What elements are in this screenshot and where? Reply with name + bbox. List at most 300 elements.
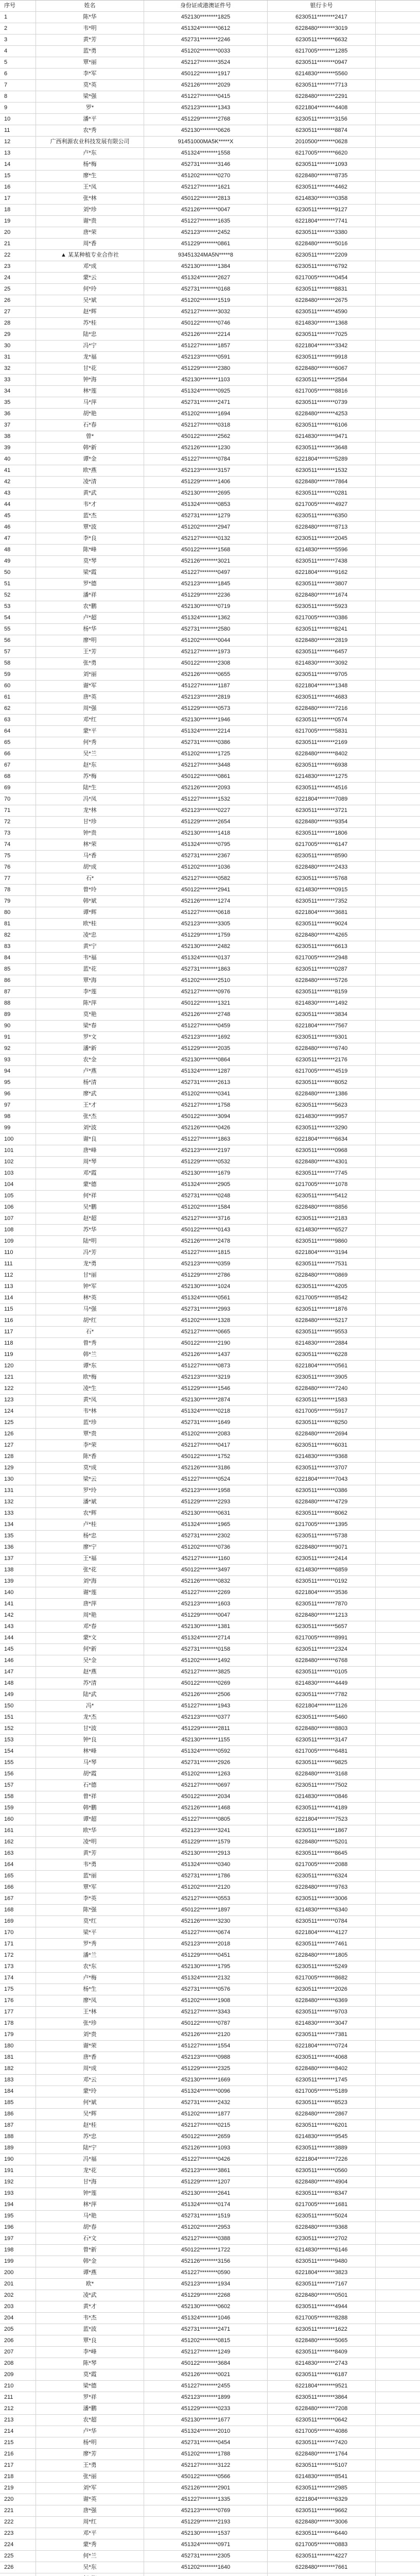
cell-name: 农*超 — [36, 2415, 144, 2426]
cell-bank-card: 6228480********2694 — [268, 1429, 376, 1439]
cell-id-number: 452130********0631 — [144, 1508, 268, 1519]
cell-bank-card: 6228480********3168 — [268, 1769, 376, 1780]
cell-index: 165 — [0, 1871, 36, 1882]
cell-empty — [376, 2075, 420, 2086]
cell-id-number: 452123********2819 — [144, 692, 268, 703]
cell-bank-card: 6217005********0386 — [268, 613, 376, 623]
cell-index: 210 — [0, 2381, 36, 2392]
cell-name: 蓝*波 — [36, 2324, 144, 2335]
cell-name: 唐*荣 — [36, 227, 144, 238]
cell-index: 211 — [0, 2392, 36, 2403]
cell-id-number: 452127********3122 — [144, 2460, 268, 2471]
cell-name: 周*香 — [36, 239, 144, 249]
cell-index: 111 — [0, 1259, 36, 1269]
cell-id-number: 452126********3230 — [144, 1916, 268, 1927]
cell-empty — [376, 1701, 420, 1711]
cell-bank-card: 6217005********1395 — [268, 1519, 376, 1530]
cell-index: 116 — [0, 1315, 36, 1326]
cell-id-number: 451202********0270 — [144, 171, 268, 181]
cell-id-number: 451229********2268 — [144, 2290, 268, 2301]
cell-index: 86 — [0, 975, 36, 986]
cell-name: 陆*宁 — [36, 2143, 144, 2154]
cell-bank-card: 6230511********8409 — [268, 2347, 376, 2358]
cell-empty — [376, 1179, 420, 1190]
table-row — [0, 193, 420, 205]
cell-id-number: 452731********1863 — [144, 964, 268, 975]
cell-empty — [376, 873, 420, 884]
cell-name: 张*花 — [36, 1565, 144, 1575]
cell-name: 卢*燕 — [36, 1066, 144, 1077]
cell-name: 蒙*云 — [36, 273, 144, 283]
cell-empty — [376, 1735, 420, 1745]
cell-id-number: 452130********2695 — [144, 488, 268, 499]
cell-name: 黄*武 — [36, 488, 144, 499]
cell-name: 莫*艳 — [36, 1009, 144, 1020]
cell-bank-card: 6230511********9860 — [268, 1236, 376, 1247]
cell-index: 89 — [0, 1009, 36, 1020]
table-row — [0, 2415, 420, 2426]
cell-name: 何*新 — [36, 1644, 144, 1655]
cell-empty — [376, 57, 420, 68]
cell-index: 10 — [0, 114, 36, 125]
cell-name: 王*林 — [36, 2007, 144, 2018]
table-row — [0, 80, 420, 91]
cell-index: 63 — [0, 715, 36, 725]
cell-empty — [376, 794, 420, 805]
cell-empty — [376, 1383, 420, 1394]
cell-index: 190 — [0, 2154, 36, 2165]
table-row — [0, 2494, 420, 2505]
table-row — [0, 1621, 420, 1633]
cell-index: 25 — [0, 284, 36, 295]
cell-empty — [376, 2165, 420, 2176]
cell-empty — [376, 137, 420, 147]
cell-name: 李*峰 — [36, 2347, 144, 2358]
cell-bank-card: 6230511********8062 — [268, 1508, 376, 1519]
cell-name: 蒙*德 — [36, 1179, 144, 1190]
cell-id-number: 450122********1752 — [144, 1451, 268, 1462]
cell-id-number: 452127********1973 — [144, 647, 268, 657]
cell-bank-card: 6221804********5289 — [268, 454, 376, 465]
cell-bank-card: 6230511********9553 — [268, 1327, 376, 1337]
cell-index: 207 — [0, 2347, 36, 2358]
cell-id-number: 451202********1492 — [144, 1655, 268, 1666]
cell-empty — [376, 998, 420, 1009]
cell-index: 34 — [0, 386, 36, 397]
cell-name: 胡*成 — [36, 862, 144, 873]
table-row — [0, 2063, 420, 2075]
cell-bank-card: 6217005********4519 — [268, 1066, 376, 1077]
cell-id-number: 452731********2432 — [144, 2097, 268, 2108]
cell-id-number: 452123********1692 — [144, 1032, 268, 1043]
cell-bank-card: 6230511********8250 — [268, 1417, 376, 1428]
cell-name: 吴*兰 — [36, 749, 144, 759]
cell-name: 欧*梅 — [36, 1372, 144, 1383]
cell-bank-card: 6230511********9825 — [268, 1757, 376, 1768]
cell-id-number: 450122********3684 — [144, 2358, 268, 2369]
cell-empty — [376, 2177, 420, 2188]
cell-id-number: 451229********2654 — [144, 817, 268, 827]
cell-index: 77 — [0, 873, 36, 884]
cell-index: 120 — [0, 1361, 36, 1371]
cell-name: 罗*玲 — [36, 1485, 144, 1496]
cell-name: 覃*丽 — [36, 57, 144, 68]
cell-id-number: 451324********0925 — [144, 386, 268, 397]
cell-name: 苏*梅 — [36, 771, 144, 782]
cell-name: 曾* — [36, 431, 144, 442]
cell-id-number: 451229********2236 — [144, 590, 268, 601]
cell-index: 208 — [0, 2358, 36, 2369]
cell-empty — [376, 2029, 420, 2040]
table-row — [0, 1939, 420, 1950]
cell-index: 163 — [0, 1848, 36, 1859]
cell-empty — [376, 1440, 420, 1451]
cell-name: 唐*英 — [36, 692, 144, 703]
cell-index: 181 — [0, 2052, 36, 2063]
cell-index: 62 — [0, 703, 36, 714]
table-row — [0, 318, 420, 329]
cell-id-number: 452731********2926 — [144, 1757, 268, 1768]
cell-name: 农*金 — [36, 1055, 144, 1065]
cell-id-number: 451227********1532 — [144, 794, 268, 805]
table-row — [0, 1701, 420, 1712]
table-row — [0, 715, 420, 726]
cell-empty — [376, 227, 420, 238]
cell-id-number: 452731********3146 — [144, 159, 268, 170]
cell-bank-card: 6230511********5249 — [268, 1961, 376, 1972]
table-row — [0, 1451, 420, 1463]
cell-index: 11 — [0, 125, 36, 136]
cell-name: 陈*华 — [36, 12, 144, 23]
cell-id-number: 452731********2305 — [144, 2551, 268, 2562]
cell-id-number: 451324********0561 — [144, 1293, 268, 1303]
cell-bank-card: 6228480********3006 — [268, 2517, 376, 2528]
cell-index: 91 — [0, 1032, 36, 1043]
cell-bank-card: 6230511********2183 — [268, 1213, 376, 1224]
cell-name: 杨*忠 — [36, 1531, 144, 1541]
cell-name — [36, 2573, 144, 2576]
cell-id-number: 451227********2455 — [144, 2381, 268, 2392]
cell-bank-card: 6228480********7216 — [268, 703, 376, 714]
table-row — [0, 1463, 420, 1474]
cell-bank-card: 6217005********1681 — [268, 2199, 376, 2210]
cell-index: 135 — [0, 1531, 36, 1541]
cell-name: 刘*海 — [36, 1576, 144, 1587]
cell-id-number: 452123********1343 — [144, 103, 268, 113]
cell-name: 陆*生 — [36, 783, 144, 793]
cell-id-number: 451324********0137 — [144, 953, 268, 963]
cell-index: 142 — [0, 1610, 36, 1621]
cell-index: 82 — [0, 930, 36, 941]
table-row — [0, 1633, 420, 1644]
cell-bank-card: 6214830********3092 — [268, 658, 376, 669]
cell-index: 105 — [0, 1191, 36, 1201]
cell-empty — [376, 2290, 420, 2301]
cell-bank-card: 6230511********5768 — [268, 873, 376, 884]
table-row — [0, 114, 420, 125]
cell-bank-card: 6221804********4408 — [268, 103, 376, 113]
cell-bank-card: 6230511********7531 — [268, 1259, 376, 1269]
cell-id-number: 450122********1722 — [144, 2245, 268, 2256]
cell-index: 139 — [0, 1576, 36, 1587]
cell-empty — [376, 2573, 420, 2576]
cell-id-number: 451324********0612 — [144, 23, 268, 34]
table-row — [0, 1213, 420, 1225]
table-row — [0, 1440, 420, 1451]
cell-bank-card: 6230511********6228 — [268, 1349, 376, 1360]
cell-index: 125 — [0, 1417, 36, 1428]
cell-index: 100 — [0, 1134, 36, 1145]
cell-bank-card: 6228480********8735 — [268, 171, 376, 181]
cell-id-number — [144, 2573, 268, 2576]
cell-index: 46 — [0, 522, 36, 533]
cell-bank-card: 6230511********0560 — [268, 2165, 376, 2176]
cell-id-number: 450122********0746 — [144, 318, 268, 329]
cell-empty — [376, 1553, 420, 1564]
cell-empty — [376, 1995, 420, 2006]
cell-id-number: 451202********0033 — [144, 46, 268, 57]
cell-id-number: 452123********0591 — [144, 352, 268, 363]
cell-bank-card: 6214830********9957 — [268, 1111, 376, 1122]
cell-name: 凌*明 — [36, 1837, 144, 1848]
cell-id-number: 452126********1093 — [144, 2143, 268, 2154]
cell-empty — [376, 975, 420, 986]
cell-bank-card: 6230511********6792 — [268, 261, 376, 272]
cell-empty — [376, 1984, 420, 1995]
cell-id-number: 452127********0215 — [144, 2120, 268, 2131]
cell-index: 98 — [0, 1111, 36, 1122]
table-row — [0, 2154, 420, 2165]
cell-id-number: 451202********1877 — [144, 2109, 268, 2120]
cell-name: 廖*凤 — [36, 1995, 144, 2006]
table-row — [0, 2131, 420, 2143]
cell-index: 178 — [0, 2018, 36, 2029]
table-row — [0, 69, 420, 80]
cell-name: 马*萍 — [36, 397, 144, 408]
table-row — [0, 1916, 420, 1927]
table-row — [0, 1757, 420, 1769]
cell-index: 42 — [0, 477, 36, 487]
cell-empty — [376, 2562, 420, 2573]
cell-id-number: 450122********0566 — [144, 2471, 268, 2482]
cell-empty — [376, 2392, 420, 2403]
cell-id-number: 452127********0976 — [144, 987, 268, 997]
cell-index: 76 — [0, 862, 36, 873]
cell-id-number: 451229********1759 — [144, 930, 268, 941]
cell-index: 48 — [0, 545, 36, 555]
cell-bank-card: 6221804********0724 — [268, 2041, 376, 2052]
cell-name: 赵*超 — [36, 1213, 144, 1224]
cell-id-number: 450122********2941 — [144, 885, 268, 895]
cell-empty — [376, 1723, 420, 1734]
cell-bank-card: 6230511********0947 — [268, 57, 376, 68]
cell-id-number: 452731********2367 — [144, 851, 268, 861]
cell-name: 冯* — [36, 1701, 144, 1711]
cell-bank-card: 6230511********3156 — [268, 114, 376, 125]
cell-bank-card: 6230511********6938 — [268, 760, 376, 771]
cell-index: 132 — [0, 1497, 36, 1507]
cell-bank-card: 6230511********2169 — [268, 737, 376, 748]
cell-id-number: 451202********1908 — [144, 1995, 268, 2006]
table-row — [0, 1395, 420, 1406]
cell-empty — [376, 635, 420, 646]
cell-index: 156 — [0, 1769, 36, 1780]
cell-id-number: 452126********0655 — [144, 669, 268, 680]
cell-id-number: 451324********2714 — [144, 1633, 268, 1643]
cell-bank-card: 6230511********4462 — [268, 182, 376, 193]
cell-index: 175 — [0, 1984, 36, 1995]
cell-name: 周*红 — [36, 2517, 144, 2528]
cell-name: 胡*艳 — [36, 409, 144, 419]
cell-empty — [376, 499, 420, 510]
cell-index: 71 — [0, 805, 36, 816]
table-row — [0, 2573, 420, 2576]
table-row — [0, 1814, 420, 1825]
header-bank-card: 银行卡号 — [268, 1, 376, 11]
cell-index: 26 — [0, 295, 36, 306]
cell-name: 欧*华 — [36, 1825, 144, 1836]
cell-bank-card: 6230511********5657 — [268, 1621, 376, 1632]
cell-bank-card: 6230511********0281 — [268, 488, 376, 499]
cell-index: 61 — [0, 692, 36, 703]
table-row — [0, 273, 420, 284]
cell-name: 吴*东 — [36, 2562, 144, 2573]
cell-index: 146 — [0, 1655, 36, 1666]
cell-name: 蒙*玲 — [36, 2086, 144, 2097]
cell-id-number: 452127********0665 — [144, 1327, 268, 1337]
cell-name: 王*芳 — [36, 647, 144, 657]
cell-id-number: 452126********1230 — [144, 443, 268, 453]
table-row — [0, 1236, 420, 1247]
cell-id-number: 452127********0132 — [144, 533, 268, 544]
cell-bank-card: 6214830********0358 — [268, 193, 376, 204]
cell-empty — [376, 2528, 420, 2539]
table-row — [0, 307, 420, 318]
cell-bank-card: 6230511********7461 — [268, 1939, 376, 1950]
cell-empty — [376, 1803, 420, 1814]
cell-bank-card: 6230511********4068 — [268, 2052, 376, 2063]
cell-bank-card: 6230511********3648 — [268, 443, 376, 453]
cell-index: 108 — [0, 1225, 36, 1235]
cell-index: 221 — [0, 2505, 36, 2516]
cell-index: 58 — [0, 658, 36, 669]
cell-index: 148 — [0, 1678, 36, 1689]
cell-bank-card: 6228480********4729 — [268, 1497, 376, 1507]
cell-empty — [376, 1463, 420, 1473]
cell-index: 149 — [0, 1689, 36, 1700]
cell-index: 114 — [0, 1293, 36, 1303]
cell-bank-card: 6230511********3380 — [268, 227, 376, 238]
cell-id-number: 450122********1568 — [144, 545, 268, 555]
cell-bank-card: 6217005********8991 — [268, 1633, 376, 1643]
table-row — [0, 499, 420, 511]
cell-index: 113 — [0, 1281, 36, 1292]
cell-name: 韦*林 — [36, 1406, 144, 1417]
cell-index: 174 — [0, 1973, 36, 1984]
cell-id-number: 452127********0582 — [144, 873, 268, 884]
cell-empty — [376, 2369, 420, 2380]
cell-name: 林*萍 — [36, 2199, 144, 2210]
cell-bank-card: 6217005********2088 — [268, 1859, 376, 1870]
cell-name: 苏*桂 — [36, 318, 144, 329]
cell-id-number: 451202********1263 — [144, 1769, 268, 1780]
cell-empty — [376, 397, 420, 408]
cell-index: 143 — [0, 1621, 36, 1632]
table-row — [0, 1349, 420, 1361]
cell-id-number: 452127********3343 — [144, 2007, 268, 2018]
cell-empty — [376, 2301, 420, 2312]
cell-bank-card: 6228480********7864 — [268, 477, 376, 487]
cell-bank-card: 6230511********1622 — [268, 2324, 376, 2335]
cell-name: 陈*峰 — [36, 545, 144, 555]
cell-index: 40 — [0, 454, 36, 465]
cell-index: 84 — [0, 953, 36, 963]
table-row — [0, 624, 420, 635]
cell-empty — [376, 261, 420, 272]
table-row — [0, 1735, 420, 1746]
cell-empty — [376, 12, 420, 23]
cell-empty — [376, 1599, 420, 1609]
cell-name: 韩*金 — [36, 2256, 144, 2267]
cell-bank-card: 6230511********2584 — [268, 375, 376, 385]
cell-id-number: 452123********0227 — [144, 805, 268, 816]
cell-bank-card: 6228480********4301 — [268, 1157, 376, 1167]
cell-bank-card: 6230511********4590 — [268, 307, 376, 317]
cell-id-number: 452126********1274 — [144, 896, 268, 907]
table-row — [0, 828, 420, 839]
cell-name: 谢*良 — [36, 1134, 144, 1145]
cell-name: 欧*燕 — [36, 465, 144, 476]
cell-name: 谭*燕 — [36, 2267, 144, 2278]
table-row — [0, 375, 420, 386]
cell-name: 韩*兰 — [36, 1349, 144, 1360]
table-body — [0, 12, 420, 2576]
table-row — [0, 545, 420, 556]
cell-empty — [376, 1089, 420, 1099]
cell-empty — [376, 1927, 420, 1938]
cell-empty — [376, 125, 420, 136]
cell-bank-card: 6230511********3864 — [268, 2392, 376, 2403]
cell-name: 覃*良 — [36, 2335, 144, 2346]
cell-bank-card: 6214830********4449 — [268, 1678, 376, 1689]
cell-id-number: 452130********1825 — [144, 12, 268, 23]
table-row — [0, 1021, 420, 1032]
table-row — [0, 726, 420, 737]
table-row — [0, 658, 420, 669]
cell-name: 罗* — [36, 103, 144, 113]
table-row — [0, 533, 420, 545]
cell-index: 167 — [0, 1893, 36, 1904]
cell-name: 韦*杰 — [36, 2313, 144, 2324]
cell-empty — [376, 579, 420, 589]
cell-bank-card: 6230511********3905 — [268, 1372, 376, 1383]
cell-bank-card: 6230511********2414 — [268, 1553, 376, 1564]
cell-empty — [376, 2052, 420, 2063]
table-row — [0, 182, 420, 193]
table-row — [0, 2256, 420, 2267]
cell-index: 28 — [0, 318, 36, 329]
cell-bank-card: 6228480********2819 — [268, 635, 376, 646]
cell-name: 韦*明 — [36, 23, 144, 34]
header-empty — [376, 1, 420, 11]
cell-empty — [376, 2233, 420, 2244]
cell-empty — [376, 182, 420, 193]
cell-empty — [376, 2426, 420, 2437]
table-row — [0, 511, 420, 522]
cell-index: 9 — [0, 103, 36, 113]
cell-empty — [376, 703, 420, 714]
cell-id-number: 452123********2452 — [144, 227, 268, 238]
